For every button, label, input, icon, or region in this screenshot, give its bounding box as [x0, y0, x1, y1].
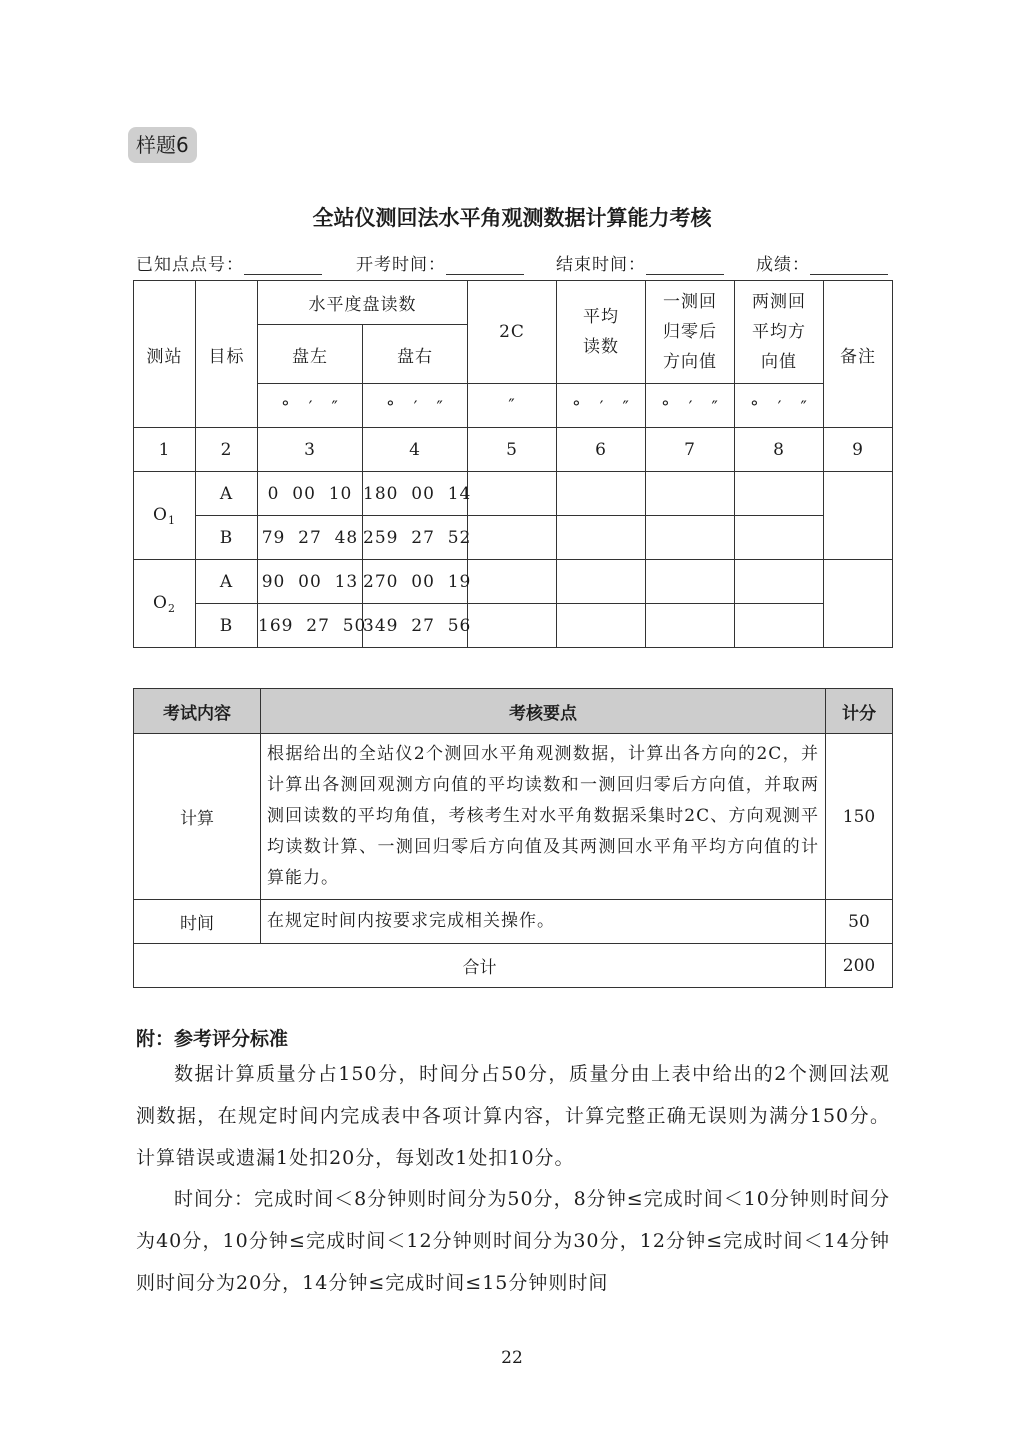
index-cell: 7	[646, 428, 735, 472]
empty-cell	[468, 472, 557, 516]
left-reading: 0 00 10	[258, 472, 363, 516]
station-o1	[134, 472, 196, 560]
right-reading: 259 27 52	[363, 516, 468, 560]
empty-cell	[646, 604, 735, 648]
header-score: 计分	[826, 689, 893, 734]
right-reading: 270 00 19	[363, 560, 468, 604]
header-left: 盘左	[258, 325, 363, 384]
empty-cell	[735, 516, 824, 560]
target-cell: A	[196, 472, 258, 516]
station-name: O	[153, 592, 168, 613]
index-cell: 1	[134, 428, 196, 472]
calculation-content: 根据给出的全站仪2个测回水平角观测数据，计算出各方向的2C，并计算出各测回观测方向值的平均读数和一测回归零后方向值，并取两测回读数的平均角值，考核考生对水平角数据采集时2C、方向观测平均读数计算、一测回归零后方向值及其两测回水平角平均方向值的计算能力。	[261, 734, 826, 900]
index-cell: 4	[363, 428, 468, 472]
appendix-paragraph-2: 时间分：完成时间＜8分钟则时间分为50分，8分钟≤完成时间＜10分钟则时间分为40分，10分钟≤完成时间＜12分钟则时间分为30分，12分钟≤完成时间＜14分钟则时间分为20分，14分钟≤完成时间≤15分钟则时间	[136, 1188, 890, 1294]
score-blank	[810, 258, 888, 275]
left-reading: 79 27 48	[258, 516, 363, 560]
right-reading: 180 00 14	[363, 472, 468, 516]
index-cell: 3	[258, 428, 363, 472]
left-reading: 169 27 50	[258, 604, 363, 648]
left-reading: 90 00 13	[258, 560, 363, 604]
time-score: 50	[826, 900, 893, 944]
unit-left: ° ′ ″	[258, 384, 363, 428]
appendix-paragraph-1: 数据计算质量分占150分，时间分占50分，质量分由上表中给出的2个测回法观测数据，在规定时间内完成表中各项计算内容，计算完整正确无误则为满分150分。计算错误或遗漏1处扣20分，每划改1处扣10分。	[136, 1063, 890, 1169]
unit-average: ° ′ ″	[557, 384, 646, 428]
empty-cell	[468, 560, 557, 604]
appendix-heading: 附：参考评分标准	[136, 1028, 289, 1050]
target-cell: B	[196, 604, 258, 648]
target-cell: B	[196, 516, 258, 560]
known-points-field	[136, 250, 322, 275]
header-zero-direction: 一测回归零后方向值	[646, 281, 735, 384]
target-cell: A	[196, 560, 258, 604]
page-number: 22	[501, 1348, 523, 1368]
header-target: 目标	[196, 281, 258, 428]
header-mean-direction: 两测回平均方向值	[735, 281, 824, 384]
page-title: 全站仪测回法水平角观测数据计算能力考核	[312, 206, 712, 230]
header-right: 盘右	[363, 325, 468, 384]
header-2c: 2C	[468, 281, 557, 384]
header-station: 测站	[134, 281, 196, 428]
total-label: 合计	[134, 944, 826, 988]
empty-cell	[557, 604, 646, 648]
empty-cell	[646, 472, 735, 516]
unit-zero-direction: ° ′ ″	[646, 384, 735, 428]
start-time-blank	[446, 258, 524, 275]
end-time-field	[556, 250, 724, 275]
index-cell: 5	[468, 428, 557, 472]
unit-2c: ″	[468, 384, 557, 428]
item-calculation: 计算	[134, 734, 261, 900]
calculation-score: 150	[826, 734, 893, 900]
right-reading: 349 27 56	[363, 604, 468, 648]
empty-cell	[557, 472, 646, 516]
assessment-table	[133, 688, 893, 988]
station-o2	[134, 560, 196, 648]
end-time-blank	[646, 258, 724, 275]
empty-cell	[557, 516, 646, 560]
time-content: 在规定时间内按要求完成相关操作。	[261, 900, 826, 944]
empty-cell	[468, 516, 557, 560]
station-subscript: 2	[167, 601, 176, 615]
empty-cell	[557, 560, 646, 604]
empty-cell	[735, 604, 824, 648]
unit-mean-direction: ° ′ ″	[735, 384, 824, 428]
index-cell: 2	[196, 428, 258, 472]
header-remarks: 备注	[824, 281, 893, 428]
empty-cell	[646, 560, 735, 604]
empty-cell	[824, 472, 893, 560]
observation-table	[133, 280, 893, 648]
station-subscript: 1	[167, 513, 176, 527]
item-time: 时间	[134, 900, 261, 944]
header-average: 平均读数	[557, 281, 646, 384]
header-horizontal-reading: 水平度盘读数	[258, 281, 468, 325]
total-score: 200	[826, 944, 893, 988]
end-time-label: 结束时间：	[556, 255, 646, 275]
empty-cell	[468, 604, 557, 648]
sample-tag: 样题6	[128, 127, 197, 163]
empty-cell	[646, 516, 735, 560]
empty-cell	[735, 472, 824, 516]
index-cell: 6	[557, 428, 646, 472]
score-field	[756, 250, 888, 275]
index-cell: 9	[824, 428, 893, 472]
start-time-field	[356, 250, 524, 275]
known-points-blank	[244, 258, 322, 275]
empty-cell	[824, 560, 893, 648]
header-exam-content: 考试内容	[134, 689, 261, 734]
station-name: O	[153, 504, 168, 525]
unit-right: ° ′ ″	[363, 384, 468, 428]
empty-cell	[735, 560, 824, 604]
index-cell: 8	[735, 428, 824, 472]
start-time-label: 开考时间：	[356, 255, 446, 275]
known-points-label: 已知点点号：	[136, 255, 244, 275]
score-label: 成绩：	[756, 255, 810, 275]
header-key-points: 考核要点	[261, 689, 826, 734]
